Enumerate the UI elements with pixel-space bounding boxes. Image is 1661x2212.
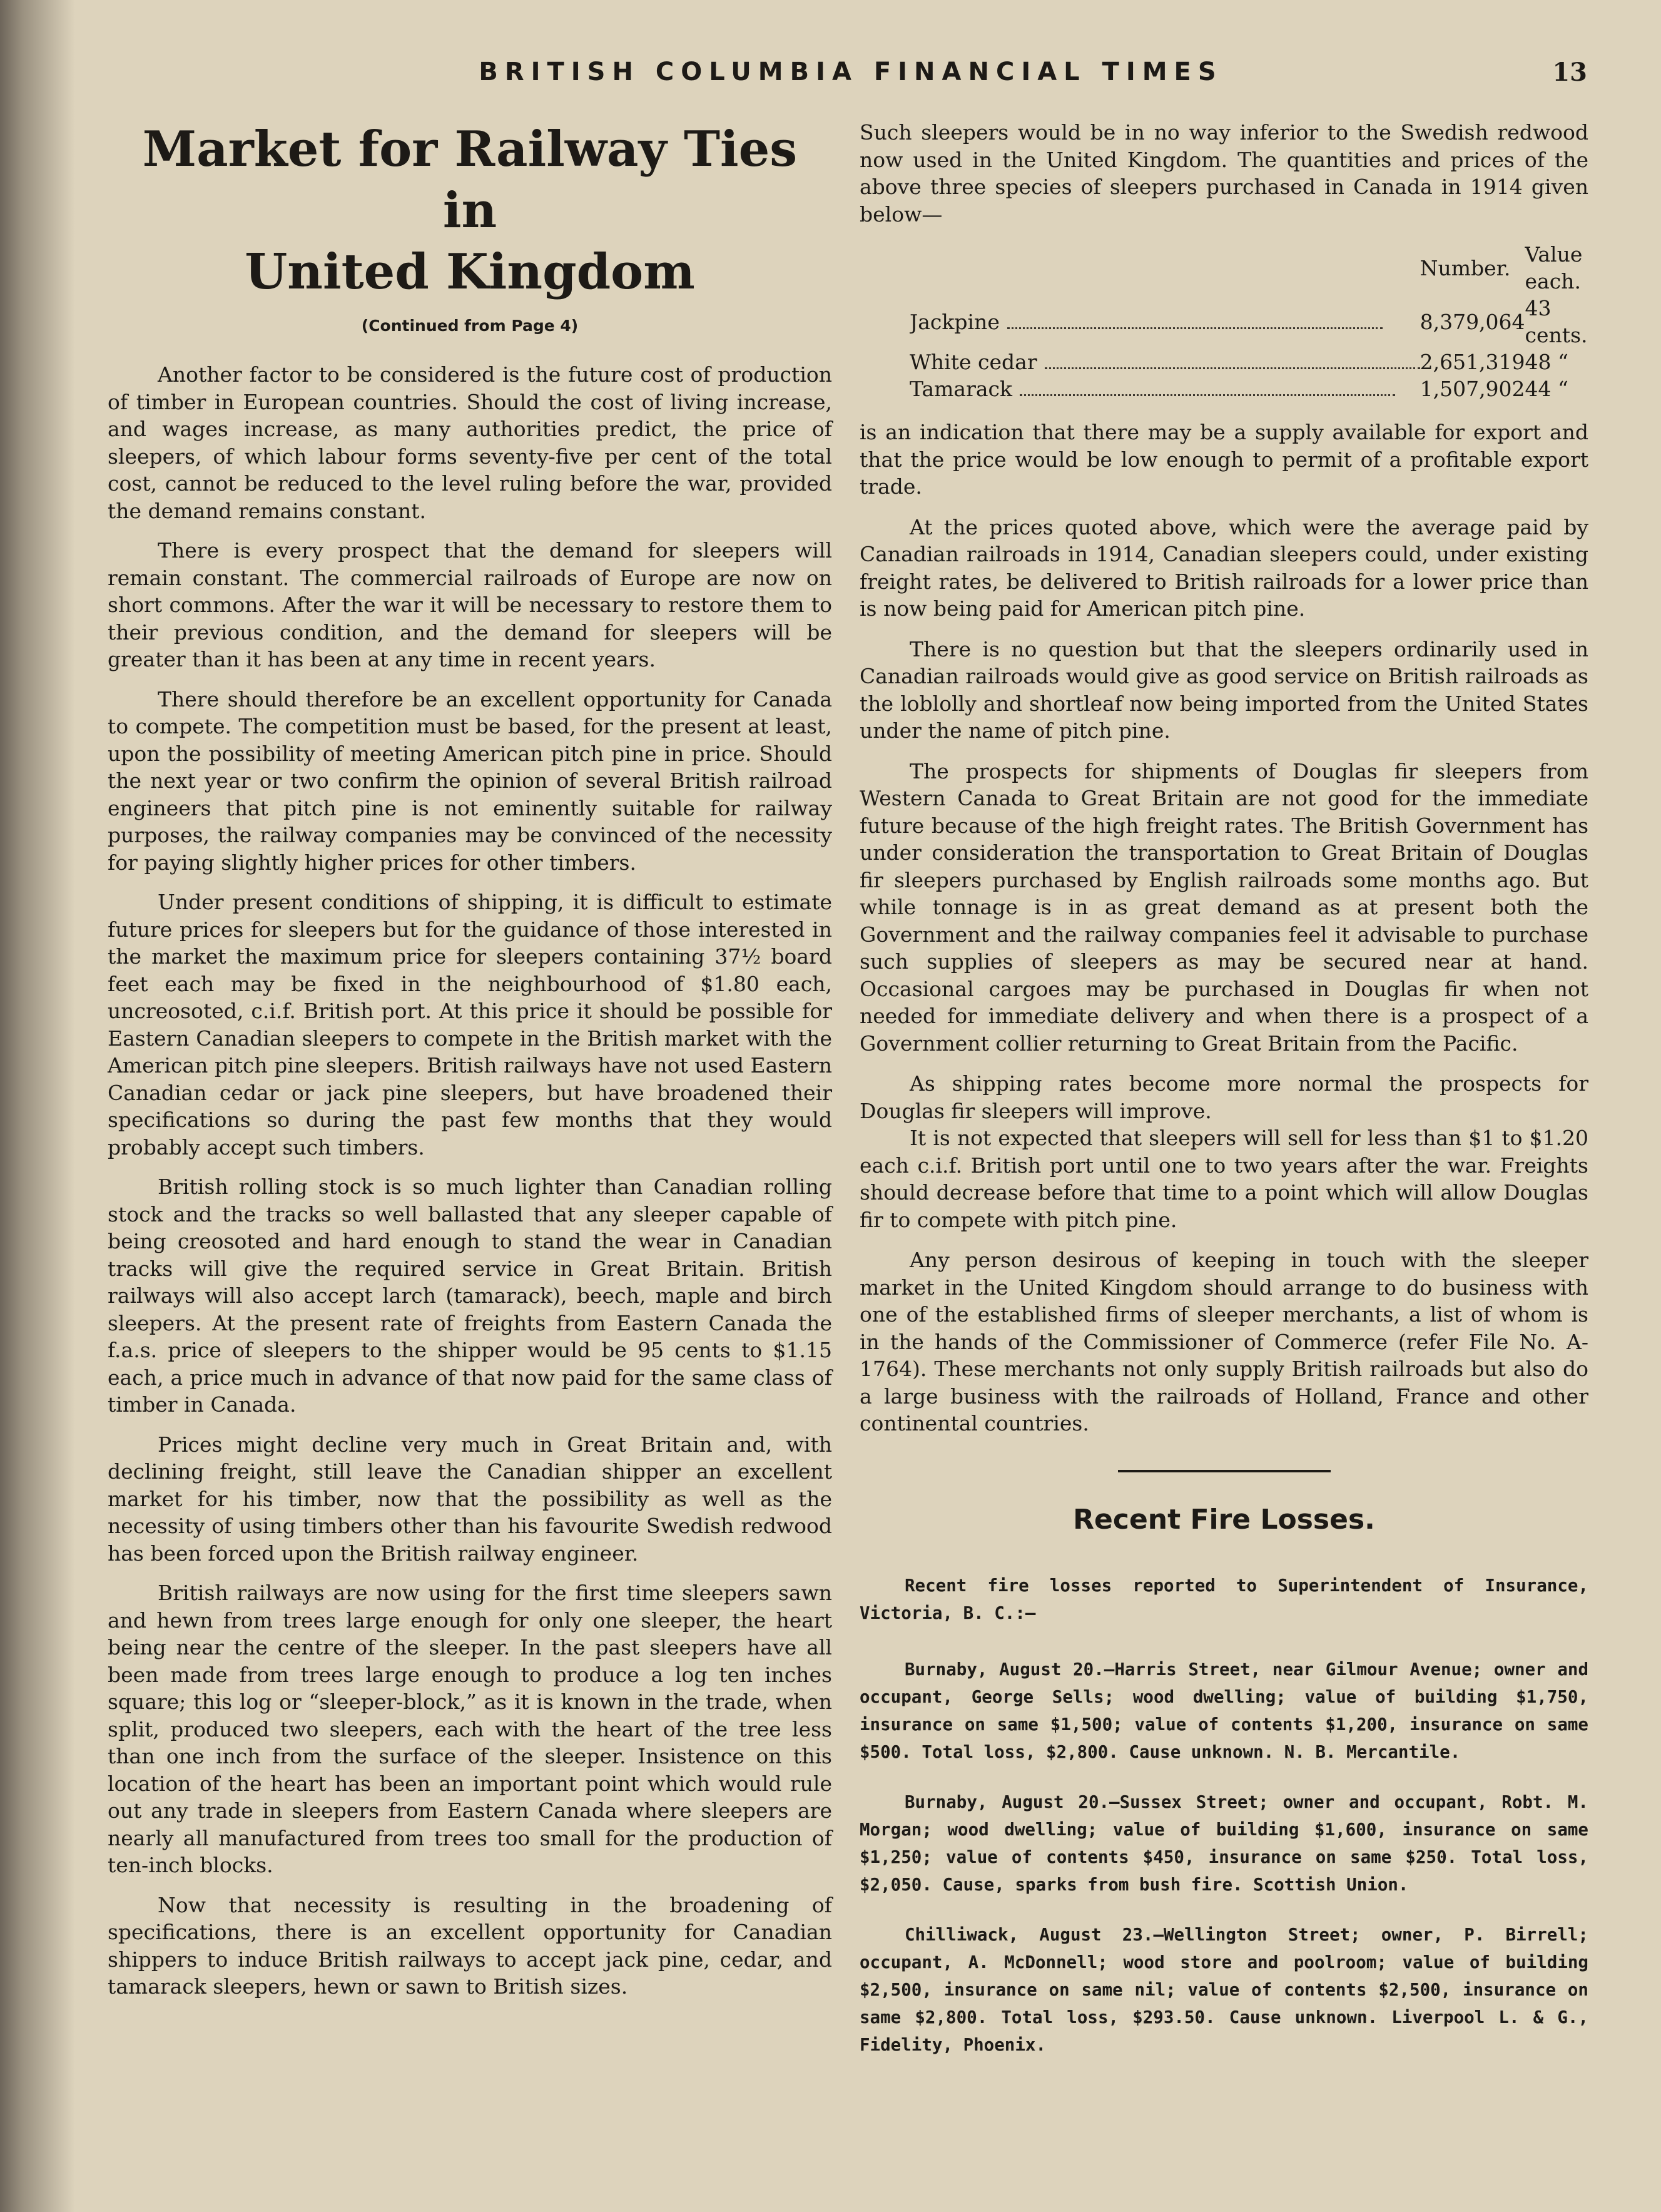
value-cell: 48 “ (1525, 350, 1568, 374)
left-column (108, 119, 832, 2013)
article-paragraph: There is no question but that the sleepers ordinarily used in Canadian railroads would give as good service on British railroads as the loblolly and shortleaf now being imported from the United States under the name of pitch pine. (860, 636, 1588, 743)
table-header-cell: Value each. (1525, 242, 1583, 293)
fire-losses-intro: Recent fire losses reported to Superintendent of Insurance, Victoria, B. C.:— (860, 1575, 1588, 1623)
article-paragraph: Another factor to be considered is the future cost of production of timber in European countries. Should the cost of living increase, and wages increase, as many authorities predict, the price of sleepers, of which labour forms seventy-five per cent of the total cost, cannot be reduced to the level ruling before the war, provided the demand remains constant. (108, 362, 832, 523)
fire-losses-title: Recent Fire Losses. (1073, 1503, 1375, 1536)
binding-gutter-shadow (0, 0, 75, 2212)
article-paragraph: As shipping rates become more normal the prospects for Douglas fir sleepers will improve. (860, 1071, 1588, 1123)
article-paragraph: Under present conditions of shipping, it is difficult to estimate future prices for sleepers but for the guidance of those interested in the market the maximum price for sleepers containing 37½ board feet each may be fixed in the neighbourhood of $1.80 each, uncreosoted, c.i.f. British port. At this price it should be possible for Eastern Canadian sleepers to compete in the British market with the American pitch pine sleepers. British railways have not used Eastern Canadian cedar or jack pine sleepers, but have broadened their specifications so during the past few months that they would probably accept such timbers. (108, 890, 832, 1160)
right-column (860, 119, 1588, 2081)
article-paragraph: There should therefore be an excellent opportunity for Canada to compete. The competition must be based, for the present at least, upon the possibility of meeting American pitch pine in price. Should the next year or two confirm the opinion of several British railroad engineers that pitch pine is not eminently suitable for railway purposes, the railway companies may be convinced of the necessity for paying slightly higher prices for other timbers. (108, 686, 832, 875)
table-header-row (910, 241, 1588, 295)
article-title-line-1: Market for Railway Ties in (142, 121, 798, 239)
article-title-line-2: United Kingdom (245, 243, 695, 300)
article-paragraph: Prices might decline very much in Great Britain and, with declining freight, still leave the Canadian shipper an excellent market for his timber, now that the possibility as well as the necessity of using timbers other than his favourite Swedish redwood has been forced upon the British railway engineer. (108, 1432, 832, 1566)
page-number: 13 (1552, 58, 1587, 87)
page-header (0, 58, 1661, 101)
table-header-cell: Number. (1420, 255, 1511, 280)
table-row (910, 349, 1588, 375)
continued-from-note: (Continued from Page 4) (361, 317, 579, 335)
article-title (108, 119, 832, 303)
article-paragraph: British railways are now using for the first time sleepers sawn and hewn from trees large enough for only one sleeper, the heart being near the centre of the sleeper. In the past sleepers have all been made from trees large enough to produce a log ten inches square; this log or “sleeper-block,” as it is known in the trade, when split, produced two sleepers, each with the heart of the tree less than one inch from the surface of the sleeper. Insistence on this location of the heart has been an important point which would rule out any trade in sleepers from Eastern Canada where sleepers are nearly all manufactured from trees too small for the production of ten-inch blocks. (108, 1581, 832, 1877)
species-cell (910, 295, 1420, 349)
sleeper-price-table (910, 241, 1588, 402)
article-paragraph-continued: Such sleepers would be in no way inferior to the Swedish redwood now used in the United Kingdom. The quantities and prices of the above three species of sleepers purchased in Canada in 1914 given below— (860, 120, 1588, 227)
table-row (910, 295, 1588, 349)
article-paragraph: It is not expected that sleepers will sell for less than $1 to $1.20 each c.i.f. British port until one to two years after the war. Freights should decrease before that time to a point which will allow Douglas fir to compete with pitch pine. (860, 1126, 1588, 1232)
article-paragraph: There is every prospect that the demand for sleepers will remain constant. The commercial railroads of Europe are now on short commons. After the war it will be necessary to restore them to their previous condition, and the demand for sleepers will be greater than it has been at any time in recent years. (108, 538, 832, 671)
species-name: White cedar (910, 350, 1042, 374)
article-paragraph: British rolling stock is so much lighter than Canadian rolling stock and the tracks so well ballasted that any sleeper capable of being creosoted and hard enough to stand the wear in Canadian tracks will give the required service in Great Britain. British railways will also accept larch (tamarack), beech, maple and birch sleepers. At the present rate of freights from Eastern Canada the f.a.s. price of sleepers to the shipper would be 95 cents to $1.15 each, a price much in advance of that now paid for the same class of timber in Canada. (108, 1175, 832, 1417)
number-cell: 2,651,319 (1420, 350, 1525, 374)
species-cell (910, 349, 1420, 375)
article-paragraph: Now that necessity is resulting in the broadening of specifications, there is an excellent opportunity for Canadian shippers to induce British railways to accept jack pine, cedar, and tamarack sleepers, hewn or sawn to British sizes. (108, 1892, 832, 1999)
article-paragraph: At the prices quoted above, which were the average paid by Canadian railroads in 1914, Canadian sleepers could, under existing freight rates, be delivered to British railroads for a lower price than is now being paid for American pitch pine. (860, 514, 1588, 621)
fire-loss-entry: Burnaby, August 20.—Harris Street, near Gilmour Avenue; owner and occupant, George Sells; wood dwelling; value of building $1,750, insurance on same $1,500; value of contents $1,200, insurance on same $500. Total loss, $2,800. Cause unknown. N. B. Mercantile. (860, 1659, 1588, 1762)
number-cell: 1,507,902 (1420, 377, 1525, 401)
article-paragraph: is an indication that there may be a supply available for export and that the price would be low enough to permit of a profitable export trade. (860, 420, 1588, 499)
article-paragraph: The prospects for shipments of Douglas fir sleepers from Western Canada to Great Britain are not good for the immediate future because of the high freight rates. The British Government has under consideration the transportation to Great Britain of Douglas fir sleepers purchased by English railroads some months ago. But while tonnage is in as great demand as at present both the Government and the railway companies feel it advisable to purchase such supplies of sleepers as may be secured near at hand. Occasional cargoes may be purchased in Douglas fir when not needed for immediate delivery and when there is a prospect of a Government collier returning to Great Britain from the Pacific. (860, 758, 1588, 1056)
dot-leader (1020, 394, 1395, 396)
table-row (910, 375, 1588, 402)
value-cell: 44 “ (1525, 377, 1568, 401)
dot-leader (1045, 367, 1420, 369)
fire-loss-entry: Burnaby, August 20.—Sussex Street; owner and occupant, Robt. M. Morgan; wood dwelling; value of building $1,600, insurance on same $1,250; value of contents $450, insurance on same $250. Total loss, $2,050. Cause, sparks from bush fire. Scottish Union. (860, 1792, 1588, 1895)
publication-title: BRITISH COLUMBIA FINANCIAL TIMES (479, 58, 1223, 86)
article-paragraph: Any person desirous of keeping in touch with the sleeper market in the United Kingdom should arrange to do business with one of the established firms of sleeper merchants, a list of whom is in the hands of the Commissioner of Commerce (refer File No. A-1764). These merchants not only supply British railroads but also do a large business with the railroads of Holland, France and other continental countries. (860, 1248, 1588, 1435)
fire-loss-entry: Chilliwack, August 23.—Wellington Street; owner, P. Birrell; occupant, A. McDonnell; wood store and poolroom; value of building $2,500, insurance on same nil; value of contents $2,500, insurance on same $2,800. Total loss, $293.50. Cause unknown. Liverpool L. & G., Fidelity, Phoenix. (860, 1924, 1588, 2055)
number-cell: 8,379,064 (1420, 309, 1525, 334)
dot-leader (1007, 327, 1383, 329)
species-name: Jackpine (910, 310, 1005, 334)
species-cell (910, 375, 1420, 402)
value-cell: 43 cents. (1525, 296, 1588, 347)
section-divider (1118, 1470, 1331, 1472)
table-header-cell (910, 241, 1420, 295)
species-name: Tamarack (910, 377, 1017, 401)
